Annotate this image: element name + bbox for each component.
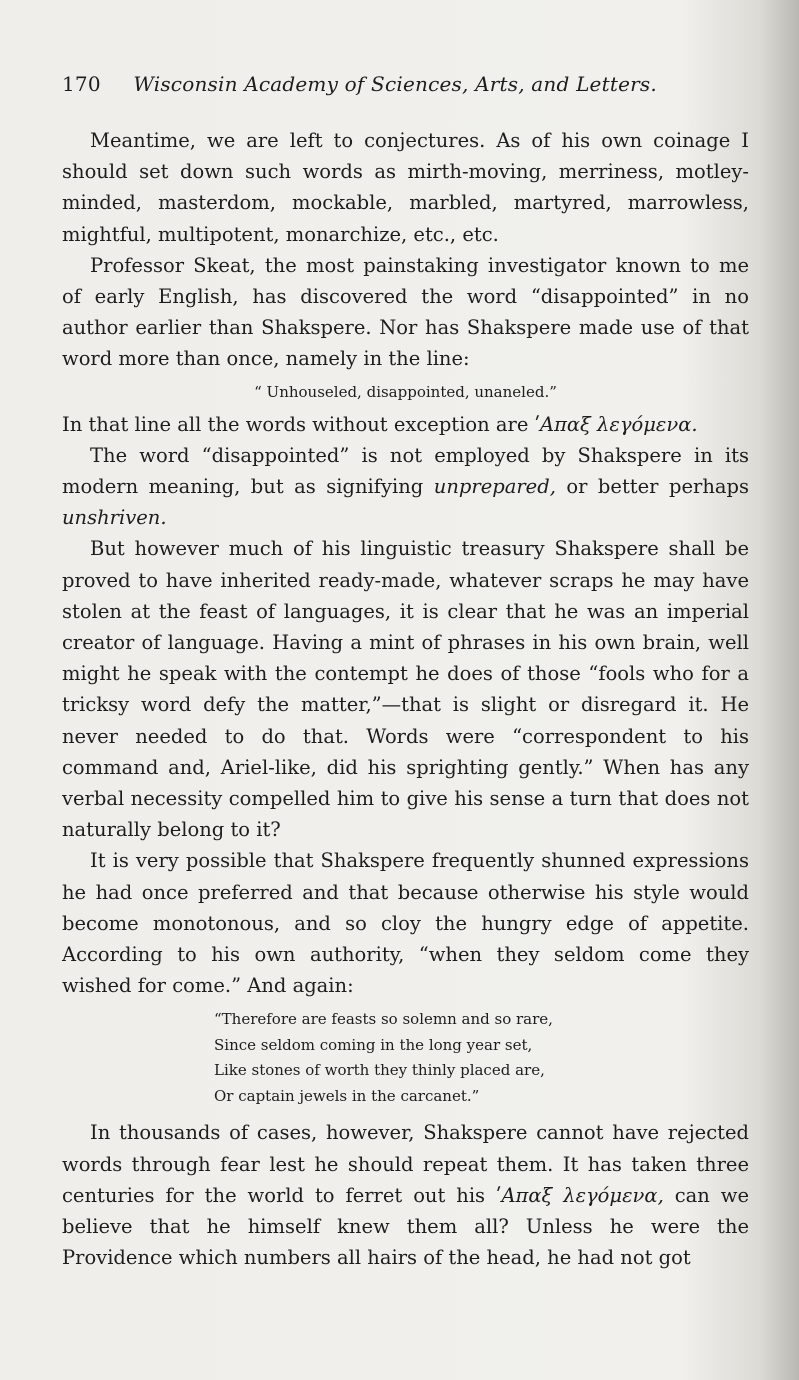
running-title: Wisconsin Academy of Sciences, Arts, and Letters. (133, 72, 657, 96)
paragraph-7-start: In thousands of cases, however, Shakspere cannot have rejected words through fear lest he should repeat them. It has taken three centuries for the world to ferret out his (62, 1121, 749, 1207)
paragraph-4-start: The word “disappointed” is not employed by Shakspere in its modern meaning, but as signifying (62, 443, 749, 499)
verse-line: Like stones of worth they thinly placed are, (214, 1061, 545, 1080)
verse-line: Or captain jewels in the carcanet.” (214, 1086, 480, 1105)
verse-line: Since seldom coming in the long year set, (214, 1035, 533, 1054)
paragraph-3 (62, 409, 749, 440)
block-quote-line: “ Unhouseled, disappointed, unaneled.” (254, 382, 557, 401)
page-number: 170 (62, 72, 101, 96)
page-header (62, 72, 762, 96)
paragraph-3-text: In that line all the words without exception are (62, 412, 529, 436)
paragraph-7-end: can we believe that he himself knew them all? Unless he were the Providence which numbers all hairs of the head, he had not got (62, 1183, 750, 1270)
greek-phrase: ʹΑπαξ λεγόμενα. (534, 412, 698, 436)
paragraph-4-mid: or better perhaps (566, 475, 749, 499)
paragraph-1: Meantime, we are left to conjectures. As of his own coinage I should set down such words as mirth-moving, merriness, motley-minded, masterdom, mockable, marbled, martyred, marrowless, mightful, multipotent, monarchize, etc., etc. (62, 129, 749, 246)
paragraph-6: It is very possible that Shakspere frequently shunned expressions he had once preferred and that because otherwise his style would become monotonous, and so cloy the hungry edge of appetite. According to his own authority, “when they seldom come they wished for come.” And again: (62, 849, 749, 998)
greek-phrase-2: ʹΑπαξ λεγόμενα, (496, 1183, 664, 1207)
paragraph-2: Professor Skeat, the most painstaking investigator known to me of early English, has discovered the word “disappointed” in no author earlier than Shakspere. Nor has Shakspere made use of that word more than once, namely in the line: (62, 253, 749, 371)
verse-line: “Therefore are feasts so solemn and so rare, (214, 1010, 553, 1029)
emphasis-unshriven: unshriven. (62, 506, 167, 530)
body-text (62, 125, 749, 1274)
paragraph-7 (62, 1117, 749, 1273)
emphasis-unprepared: unprepared, (433, 475, 556, 499)
paragraph-4 (62, 440, 749, 534)
paragraph-5: But however much of his linguistic treasury Shakspere shall be proved to have inherited ready-made, whatever scraps he may have stolen at the feast of languages, it is clear that he was an imperial creator of language. Having a mint of phrases in his own brain, well might he speak with the contempt he does of those “fools who for a tricksy word defy the matter,”—that is slight or disregard it. He never needed to do that. Words were “correspondent to his command and, Ariel-like, did his sprighting gently.” When has any verbal necessity compelled him to give his sense a turn that does not naturally belong to it? (62, 537, 749, 842)
verse-quote (214, 1007, 749, 1109)
